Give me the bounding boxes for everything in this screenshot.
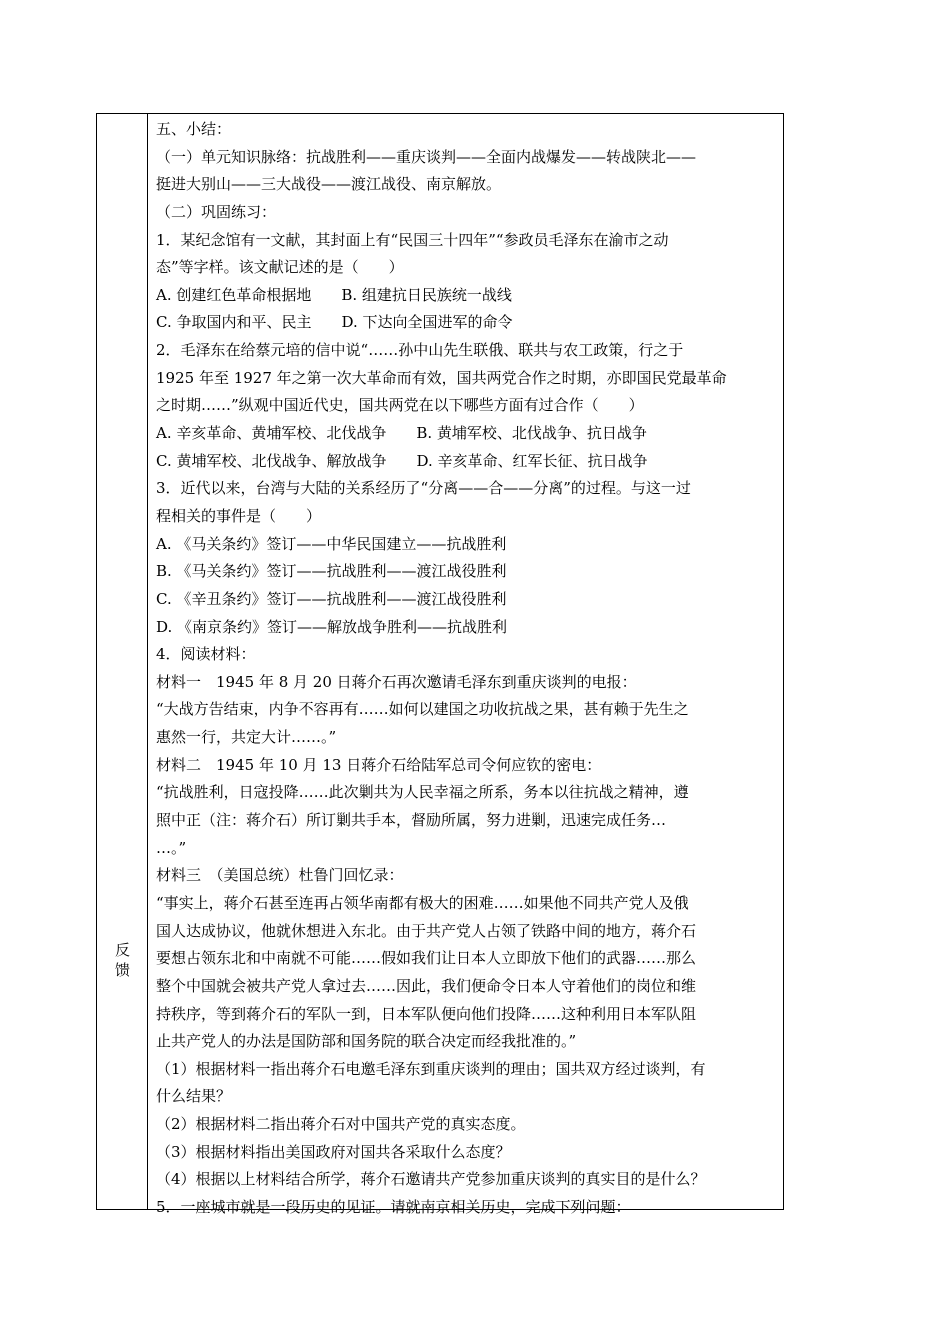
content-line: 惠然一行，共定大计……。” xyxy=(156,728,337,747)
feedback-label-char: 反 xyxy=(114,941,130,959)
content-line: 五、小结： xyxy=(156,120,232,138)
content-line: 什么结果？ xyxy=(156,1087,232,1106)
feedback-label-char: 馈 xyxy=(114,961,130,979)
content-line: （4）根据以上材料结合所学，蒋介石邀请共产党参加重庆谈判的真实目的是什么？ xyxy=(156,1170,706,1189)
content-line: B. 《马关条约》签订——抗战胜利——渡江战役胜利 xyxy=(156,562,507,581)
content-line: C. 争取国内和平、民主 D. 下达向全国进军的命令 xyxy=(156,313,513,332)
content-line: （二）巩固练习： xyxy=(156,202,277,221)
content-line: 之时期……”纵观中国近代史，国共两党在以下哪些方面有过合作（ ） xyxy=(156,396,644,415)
content-line: 5．一座城市就是一段历史的见证。请就南京相关历史，完成下列问题： xyxy=(156,1197,631,1216)
feedback-label xyxy=(97,940,148,980)
content-line: 持秩序，等到蒋介石的军队一到，日本军队便向他们投降……这种利用日本军队阻 xyxy=(156,1004,697,1023)
content-line: A. 《马关条约》签订——中华民国建立——抗战胜利 xyxy=(156,534,507,553)
content-line: A. 创建红色革命根据地 B. 组建抗日民族统一战线 xyxy=(156,285,512,304)
content-line: 挺进大别山——三大战役——渡江战役、南京解放。 xyxy=(156,175,502,194)
content-line: 程相关的事件是（ ） xyxy=(156,506,322,525)
content-line: 整个中国就会被共产党人拿过去……因此，我们便命令日本人守着他们的岗位和维 xyxy=(156,976,697,995)
content-line: 国人达成协议，他就休想进入东北。由于共产党人占领了铁路中间的地方，蒋介石 xyxy=(156,921,697,940)
summary-content xyxy=(156,116,776,1222)
content-line: 材料一 1945 年 8 月 20 日蒋介石再次邀请毛泽东到重庆谈判的电报： xyxy=(156,672,637,691)
content-line: （3）根据材料指出美国政府对国共各采取什么态度？ xyxy=(156,1142,511,1161)
label-column xyxy=(97,114,148,1209)
content-line: 态”等字样。该文献记述的是（ ） xyxy=(156,258,404,277)
content-line: C. 黄埔军校、北伐战争、解放战争 D. 辛亥革命、红军长征、抗日战争 xyxy=(156,451,648,470)
content-line: …。” xyxy=(156,838,187,857)
content-line: 材料三 （美国总统）杜鲁门回忆录： xyxy=(156,866,404,885)
content-line: 1．某纪念馆有一文献，其封面上有“民国三十四年”“参政员毛泽东在渝市之动 xyxy=(156,230,669,249)
content-line: “大战方告结束，内争不容再有……如何以建国之功收抗战之果，甚有赖于先生之 xyxy=(156,700,689,719)
content-line: 3．近代以来，台湾与大陆的关系经历了“分离——合——分离”的过程。与这一过 xyxy=(156,479,691,498)
content-line: D. 《南京条约》签订——解放战争胜利——抗战胜利 xyxy=(156,617,508,636)
feedback-table xyxy=(96,113,784,1216)
content-line: 4．阅读材料： xyxy=(156,645,256,664)
content-line: 1925 年至 1927 年之第一次大革命而有效，国共两党合作之时期，亦即国民党最革命 xyxy=(156,368,727,387)
content-line: 2．毛泽东在给蔡元培的信中说“……孙中山先生联俄、联共与农工政策，行之于 xyxy=(156,341,684,360)
content-line: 要想占领东北和中南就不可能……假如我们让日本人立即放下他们的武器……那么 xyxy=(156,949,697,968)
content-line: 止共产党人的办法是国防部和国务院的联合决定而经我批准的。” xyxy=(156,1032,577,1051)
content-line: A. 辛亥革命、黄埔军校、北伐战争 B. 黄埔军校、北伐战争、抗日战争 xyxy=(156,424,647,443)
content-line: “抗战胜利，日寇投降……此次剿共为人民幸福之所系，务本以往抗战之精神，遵 xyxy=(156,783,689,802)
content-line: C. 《辛丑条约》签订——抗战胜利——渡江战役胜利 xyxy=(156,589,507,608)
content-line: （1）根据材料一指出蒋介石电邀毛泽东到重庆谈判的理由；国共双方经过谈判，有 xyxy=(156,1059,706,1078)
content-line: （2）根据材料二指出蒋介石对中国共产党的真实态度。 xyxy=(156,1115,526,1134)
content-line: （一）单元知识脉络：抗战胜利——重庆谈判——全面内战爆发——转战陕北—— xyxy=(156,147,697,166)
content-line: “事实上，蒋介石甚至连再占领华南都有极大的困难……如果他不同共产党人及俄 xyxy=(156,893,689,912)
content-line: 材料二 1945 年 10 月 13 日蒋介石给陆军总司令何应钦的密电： xyxy=(156,755,602,774)
content-line: 照中正（注：蒋介石）所订剿共手本，督励所属，努力进剿，迅速完成任务… xyxy=(156,811,667,830)
